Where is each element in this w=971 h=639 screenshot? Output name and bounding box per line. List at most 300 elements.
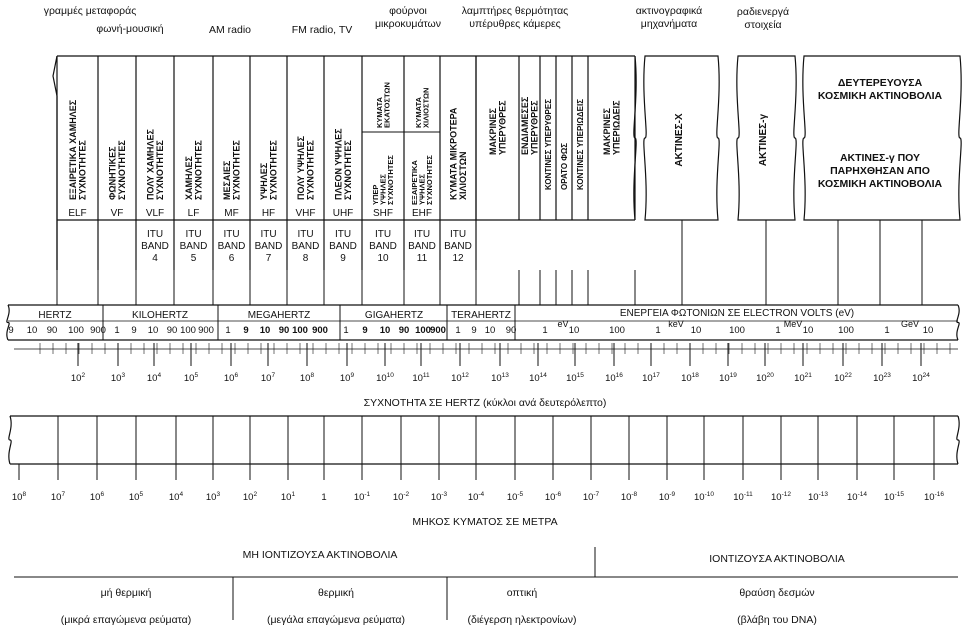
ev-scale-number: 10 — [802, 325, 814, 336]
power-base: 10 — [884, 492, 895, 503]
optical-band-label-line: ΜΑΚΡΙΝΕΣ — [487, 108, 498, 155]
power-exponent: 7 — [61, 491, 66, 498]
power-exponent: 24 — [922, 372, 930, 379]
power-exponent: 1 — [291, 491, 296, 498]
application-label: μηχανήματα — [640, 18, 698, 30]
power-base: 10 — [719, 373, 730, 384]
power-base: 10 — [412, 373, 423, 384]
power-exponent: 14 — [539, 372, 547, 379]
power-base: 10 — [242, 492, 254, 503]
frequency-power-label — [834, 372, 852, 384]
frequency-power-label — [340, 372, 355, 384]
frequency-power-label — [605, 372, 623, 384]
itu-band-label: ITU — [260, 229, 277, 240]
frequency-scale-number: 90 — [398, 325, 410, 336]
band-label-line: ΧΙΛΙΟΣΤΩΝ — [457, 151, 468, 200]
power-base: 10 — [733, 492, 744, 503]
power-exponent: 7 — [271, 372, 276, 379]
power-base: 10 — [223, 373, 235, 384]
power-exponent: -14 — [857, 491, 867, 498]
itu-band-label: BAND — [291, 241, 320, 252]
ev-scale-number: 10 — [568, 325, 580, 336]
application-label: μικροκυμάτων — [374, 18, 442, 30]
power-base: 10 — [50, 492, 62, 503]
power-base: 10 — [280, 492, 292, 503]
power-exponent: 12 — [461, 372, 469, 379]
power-exponent: 3 — [216, 491, 221, 498]
itu-band-label: ITU — [146, 229, 164, 240]
ionizing-label: ΙΟΝΤΙΖΟΥΣΑ ΑΚΤΙΝΟΒΟΛΙΑ — [709, 553, 845, 565]
frequency-unit-label: HERTZ — [38, 310, 72, 321]
power-exponent: -2 — [403, 491, 410, 498]
itu-band-label: ITU — [449, 229, 467, 240]
itu-band-label: ITU — [223, 229, 240, 240]
power-base: 10 — [658, 492, 670, 503]
power-exponent: 21 — [804, 372, 812, 379]
wavelength-power-label — [243, 491, 258, 503]
band-abbreviation: MF — [224, 208, 239, 219]
power-exponent: -8 — [631, 491, 638, 498]
power-exponent: 16 — [615, 372, 623, 379]
band-label — [259, 140, 279, 200]
power-exponent: 13 — [501, 372, 509, 379]
power-exponent: 10 — [386, 372, 394, 379]
ev-scale-number: 1 — [884, 325, 890, 336]
frequency-unit-label: KILOHERTZ — [132, 310, 188, 321]
power-base: 10 — [847, 492, 858, 503]
band-label-line: ΥΠΕΡ — [371, 184, 381, 205]
frequency-power-label — [224, 372, 239, 384]
frequency-scale-number: 90 — [505, 325, 517, 336]
itu-band-label: BAND — [217, 241, 246, 252]
itu-band-label: ITU — [334, 229, 352, 240]
power-base: 10 — [529, 373, 540, 384]
power-exponent: 19 — [729, 372, 737, 379]
power-exponent: 17 — [652, 372, 660, 379]
frequency-scale-number: 900 — [430, 325, 446, 336]
band-abbreviation: ELF — [68, 208, 87, 219]
frequency-scale-number: 90 — [46, 325, 58, 336]
frequency-unit-label: TERAHERTZ — [451, 310, 511, 321]
power-base: 10 — [128, 492, 140, 503]
wavelength-power-label — [507, 491, 524, 503]
itu-band-label: 8 — [302, 253, 309, 264]
power-exponent: 6 — [234, 372, 239, 379]
itu-band-label: 11 — [416, 253, 428, 264]
wavelength-power-label — [924, 491, 944, 503]
band-label-line: ΠΟΛΥ ΥΨΗΛΕΣ — [295, 136, 306, 200]
frequency-unit-label: GIGAHERTZ — [364, 310, 424, 321]
power-base: 10 — [605, 373, 616, 384]
ev-scale-number: 100 — [609, 325, 625, 336]
power-exponent: 20 — [766, 372, 774, 379]
power-exponent: 6 — [100, 491, 105, 498]
frequency-power-label — [529, 372, 547, 384]
band-label-top — [414, 88, 431, 128]
power-exponent: -10 — [704, 491, 714, 498]
frequency-power-label — [71, 372, 86, 384]
ev-scale-number: 1 — [775, 325, 781, 336]
power-exponent: 8 — [22, 491, 27, 498]
wavelength-power-label — [51, 491, 66, 503]
ev-unit-label: keV — [668, 319, 684, 329]
power-base: 10 — [168, 492, 180, 503]
frequency-scale-number: 100 — [180, 325, 196, 336]
wavelength-strip-left-edge — [9, 416, 11, 464]
band-label-line: ΜΕΣΑΙΕΣ — [221, 160, 232, 200]
frequency-scale-number: 10 — [147, 325, 159, 336]
band-abbreviation: SHF — [373, 208, 393, 219]
effect-name: θραύση δεσμών — [739, 587, 815, 599]
ev-scale-number: 100 — [729, 325, 745, 336]
frequency-scale-number: 1 — [455, 325, 461, 336]
power-exponent: 8 — [310, 372, 315, 379]
power-base: 10 — [183, 373, 195, 384]
frequency-power-label — [719, 372, 737, 384]
power-exponent: 2 — [253, 491, 258, 498]
power-exponent: -13 — [818, 491, 828, 498]
band-label-line: ΣΥΧΝΟΤΗΤΕΣ — [154, 140, 165, 200]
power-base: 10 — [834, 373, 845, 384]
power-base: 10 — [451, 373, 462, 384]
ev-scale-number: 10 — [690, 325, 702, 336]
frequency-power-label — [261, 372, 276, 384]
cosmic-label: ΚΟΣΜΙΚΗ ΑΚΤΙΝΟΒΟΛΙΑ — [817, 178, 943, 190]
band-label-line: ΧΑΜΗΛΕΣ — [183, 156, 194, 200]
band-abbreviation: VF — [110, 208, 124, 219]
band-label-line: ΣΥΧΝΟΤΗΤΕΣ — [386, 155, 396, 205]
frequency-scale-number: 100 — [415, 325, 431, 336]
frequency-unit-label: MEGAHERTZ — [247, 310, 311, 321]
optical-band-label-line: ΥΠΕΡΥΘΡΕΣ — [529, 100, 540, 155]
power-base: 10 — [694, 492, 705, 503]
wavelength-power-label — [694, 491, 714, 503]
itu-band-label: 9 — [340, 253, 346, 264]
frequency-power-label — [376, 372, 394, 384]
frequency-scale-number: 90 — [278, 325, 290, 336]
itu-band-label: BAND — [179, 241, 208, 252]
cosmic-label: ΚΟΣΜΙΚΗ ΑΚΤΙΝΟΒΟΛΙΑ — [817, 90, 943, 102]
ev-scale-number: 1 — [655, 325, 661, 336]
frequency-power-label — [412, 372, 430, 384]
power-exponent: 11 — [422, 372, 430, 379]
optical-band-label-line: ΚΟΝΤΙΝΕΣ ΥΠΕΡΙΩΔΕΙΣ — [575, 98, 585, 190]
power-exponent: 9 — [350, 372, 355, 379]
wavelength-power-label — [129, 491, 144, 503]
wavelength-axis-title: ΜΗΚΟΣ ΚΥΜΑΤΟΣ ΣΕ ΜΕΤΡΑ — [412, 516, 558, 528]
power-exponent: -1 — [364, 491, 371, 498]
band-label — [68, 99, 88, 200]
frequency-scale-number: 9 — [8, 325, 14, 336]
power-exponent: -5 — [517, 491, 524, 498]
wavelength-power-label — [733, 491, 753, 503]
optical-band-label-line: ΟΡΑΤΟ ΦΩΣ — [559, 142, 569, 190]
effect-name: μή θερμική — [100, 587, 152, 599]
band-label-line: ΣΥΧΝΟΤΗΤΕΣ — [342, 140, 353, 200]
power-exponent: 4 — [157, 372, 162, 379]
itu-band-label: BAND — [329, 241, 357, 252]
frequency-power-label — [147, 372, 162, 384]
optical-band-label-line: ΚΟΝΤΙΝΕΣ ΥΠΕΡΥΘΡΕΣ — [543, 98, 553, 190]
effect-detail: (μεγάλα επαγώμενα ρεύματα) — [267, 614, 405, 626]
power-base: 10 — [681, 373, 692, 384]
application-label: ραδιενεργά — [736, 6, 790, 18]
band-label-line: ΣΥΧΝΟΤΗΤΕΣ — [305, 140, 316, 200]
band-label-line: ΣΥΧΝΟΤΗΤΕΣ — [231, 140, 242, 200]
itu-band-label: ITU — [413, 229, 431, 240]
band-label-line: ΕΞΑΙΡΕΤΙΚΑ ΧΑΜΗΛΕΣ — [67, 99, 78, 200]
power-base: 10 — [467, 492, 479, 503]
frequency-scale-number: 9 — [131, 325, 137, 336]
band-label-line: ΦΩΝΗΤΙΚΕΣ — [107, 146, 118, 200]
optical-band-label — [520, 96, 540, 155]
cosmic-label: ΑΚΤΙΝΕΣ-γ ΠΟΥ — [839, 152, 921, 164]
band-abbreviation: VLF — [145, 208, 165, 219]
band-abbreviation: VHF — [295, 208, 316, 219]
power-exponent: -15 — [894, 491, 904, 498]
application-label: γραμμές μεταφοράς — [43, 5, 137, 17]
frequency-scale-number: 10 — [484, 325, 496, 336]
band-label — [107, 140, 127, 200]
optical-band-label — [576, 99, 585, 190]
band-label — [145, 129, 165, 200]
power-base: 10 — [11, 492, 23, 503]
wavelength-power-label — [393, 491, 410, 503]
wavelength-power-label — [281, 491, 296, 503]
frequency-scale-number: 9 — [243, 325, 249, 336]
wavelength-power-label — [12, 491, 27, 503]
wavelength-power-label — [468, 491, 485, 503]
power-base: 10 — [912, 373, 923, 384]
frequency-power-label — [756, 372, 774, 384]
power-base: 10 — [794, 373, 805, 384]
cosmic-label: ΔΕΥΤΕΡΕΥΟΥΣΑ — [837, 77, 923, 89]
band-label — [448, 107, 468, 200]
itu-band-label: 12 — [452, 253, 464, 264]
application-label: FM radio, TV — [291, 24, 353, 36]
power-exponent: -4 — [478, 491, 485, 498]
gamma-label: ΑΚΤΙΝΕΣ-γ — [758, 113, 769, 167]
power-base: 10 — [392, 492, 404, 503]
band-label — [296, 135, 316, 200]
band-label — [333, 128, 353, 200]
frequency-scale-number: 1 — [343, 325, 349, 336]
cosmic-label: ΠΑΡΗΧΘΗΣΑΝ ΑΠΟ — [830, 165, 930, 177]
frequency-scale-number: 900 — [90, 325, 106, 336]
frequency-scale-number: 10 — [259, 325, 271, 336]
optical-band-label-line: ΥΠΕΡΙΩΔΕΙΣ — [611, 100, 622, 155]
power-base: 10 — [642, 373, 653, 384]
power-exponent: 18 — [691, 372, 699, 379]
power-base: 10 — [353, 492, 365, 503]
frequency-power-label — [566, 372, 584, 384]
band-label-line: ΣΥΧΝΟΤΗΤΕΣ — [425, 155, 435, 205]
power-exponent: 5 — [139, 491, 144, 498]
frequency-power-label — [491, 372, 509, 384]
power-base: 10 — [146, 373, 158, 384]
wavelength-power-label — [354, 491, 371, 503]
band-label-line: ΣΥΧΝΟΤΗΤΕΣ — [268, 140, 279, 200]
application-label: φωνή-μουσική — [96, 23, 164, 35]
ev-scale-number: 100 — [838, 325, 854, 336]
power-base: 10 — [582, 492, 594, 503]
effect-name: οπτική — [506, 587, 538, 599]
itu-band-label: 6 — [228, 253, 235, 264]
application-label: AM radio — [208, 24, 252, 36]
power-base: 10 — [544, 492, 556, 503]
frequency-power-label — [912, 372, 930, 384]
ev-unit-label: GeV — [900, 319, 920, 329]
effect-detail: (βλάβη του DNA) — [737, 614, 817, 626]
power-base: 10 — [260, 373, 272, 384]
ev-unit-label: eV — [557, 319, 569, 329]
itu-band-label: 5 — [190, 253, 197, 264]
band-abbreviation: HF — [261, 208, 276, 219]
frequency-power-label — [184, 372, 199, 384]
frequency-scale-number: 9 — [362, 325, 368, 336]
power-exponent: 2 — [81, 372, 86, 379]
xray-label: ΑΚΤΙΝΕΣ-Χ — [674, 113, 685, 167]
non-ionizing-label: ΜΗ ΙΟΝΤΙΖΟΥΣΑ ΑΚΤΙΝΟΒΟΛΙΑ — [242, 549, 398, 561]
band-label-line: ΥΨΗΛΕΣ — [378, 174, 388, 205]
frequency-scale-number: 100 — [292, 325, 308, 336]
frequency-scale-number: 1 — [225, 325, 231, 336]
power-base: 10 — [376, 373, 387, 384]
application-label: στοιχεία — [744, 19, 782, 31]
band-label — [410, 155, 434, 205]
application-label: φούρνοι — [389, 5, 427, 17]
power-base: 10 — [620, 492, 632, 503]
band-label-line: ΥΨΗΛΕΣ — [417, 174, 427, 205]
band-label-line: ΠΛΕΟΝ ΥΨΗΛΕΣ — [333, 128, 344, 200]
frequency-power-label — [451, 372, 469, 384]
wavelength-power-label — [545, 491, 562, 503]
power-exponent: -3 — [441, 491, 448, 498]
frequency-scale-number: 1 — [114, 325, 120, 336]
power-exponent: 15 — [576, 372, 584, 379]
frequency-power-label — [681, 372, 699, 384]
power-base: 10 — [808, 492, 819, 503]
wavelength-power-label — [169, 491, 184, 503]
itu-band-label: 10 — [377, 253, 389, 264]
power-base: 10 — [924, 492, 935, 503]
effect-detail: (μικρά επαγώμενα ρεύματα) — [60, 614, 192, 626]
effect-detail: (διέγερση ηλεκτρονίων) — [467, 614, 577, 626]
ev-scale-number: 10 — [922, 325, 934, 336]
power-base: 10 — [506, 492, 518, 503]
band-label-line: ΚΥΜΑΤΑ ΜΙΚΡΟΤΕΡΑ — [448, 107, 459, 200]
band-label-top-line: ΚΥΜΑΤΑ — [413, 97, 423, 128]
band-label — [184, 140, 204, 200]
ev-scale-number: 1 — [542, 325, 548, 336]
optical-band-label — [602, 100, 622, 155]
frequency-power-label — [873, 372, 891, 384]
wavelength-power-label — [847, 491, 867, 503]
wavelength-power-label — [808, 491, 828, 503]
frequency-scale-number: 90 — [166, 325, 178, 336]
power-exponent: 5 — [194, 372, 199, 379]
power-exponent: 22 — [844, 372, 852, 379]
power-base: 10 — [299, 373, 311, 384]
wavelength-power-label — [206, 491, 221, 503]
optical-band-label — [544, 99, 553, 190]
power-exponent: -16 — [934, 491, 944, 498]
band-label-line: ΣΥΧΝΟΤΗΤΕΣ — [116, 140, 127, 200]
itu-band-label: BAND — [408, 241, 436, 252]
band-label-top-line: ΧΙΛΙΟΣΤΩΝ — [421, 87, 431, 128]
power-base: 10 — [491, 373, 502, 384]
frequency-power-label — [642, 372, 660, 384]
band-label-line: ΣΥΧΝΟΤΗΤΕΣ — [193, 140, 204, 200]
photon-energy-label: ΕΝΕΡΓΕΙΑ ΦΩΤΟΝΙΩΝ ΣΕ ELECTRON VOLTS (eV) — [619, 308, 855, 319]
wavelength-strip-right-edge — [957, 416, 959, 464]
band-label-line: ΥΨΗΛΕΣ — [258, 162, 269, 200]
itu-band-label: ITU — [185, 229, 202, 240]
power-base: 10 — [756, 373, 767, 384]
power-exponent: -6 — [555, 491, 562, 498]
itu-band-label: ITU — [374, 229, 392, 240]
band-label-line: ΕΞΑΙΡΕΤΙΚΑ — [410, 160, 420, 205]
frequency-scale-number: 9 — [471, 325, 477, 336]
itu-band-label: BAND — [254, 241, 283, 252]
band-abbreviation: UHF — [332, 208, 354, 219]
power-base: 10 — [430, 492, 442, 503]
frequency-scale-number: 900 — [312, 325, 328, 336]
frequency-power-label — [794, 372, 812, 384]
power-exponent: 23 — [883, 372, 891, 379]
optical-band-label — [560, 143, 569, 190]
power-base: 10 — [110, 373, 122, 384]
itu-band-label: ITU — [297, 229, 314, 240]
optical-band-label — [488, 100, 508, 155]
application-label: υπέρυθρες κάμερες — [469, 18, 561, 30]
application-label: ακτινογραφικά — [635, 5, 703, 17]
optical-band-label-line: ΥΠΕΡΥΘΡΕΣ — [497, 100, 508, 155]
power-exponent: -11 — [743, 491, 753, 498]
power-base: 10 — [70, 373, 82, 384]
band-abbreviation: EHF — [412, 208, 432, 219]
frequency-scale-number: 100 — [68, 325, 84, 336]
power-exponent: -9 — [669, 491, 676, 498]
power-base: 10 — [89, 492, 101, 503]
band-label — [371, 155, 395, 205]
frequency-scale-number: 10 — [26, 325, 38, 336]
power-exponent: -7 — [593, 491, 600, 498]
wavelength-power-label — [583, 491, 600, 503]
wavelength-power-label — [621, 491, 638, 503]
wavelength-power-label — [659, 491, 676, 503]
wavelength-power-label — [90, 491, 105, 503]
band-label — [222, 140, 242, 200]
wavelength-power-label — [884, 491, 904, 503]
power-exponent: -12 — [781, 491, 791, 498]
frequency-axis-title: ΣΥΧΝΟΤΗΤΑ ΣΕ HERTZ (κύκλοι ανά δευτερόλεπτο) — [363, 397, 607, 409]
application-label: λαμπτήρες θερμότητας — [461, 5, 569, 17]
itu-band-label: BAND — [369, 241, 397, 252]
itu-band-label: BAND — [444, 241, 472, 252]
itu-band-label: BAND — [141, 241, 169, 252]
power-base: 10 — [566, 373, 577, 384]
power-base: 10 — [205, 492, 217, 503]
band-label-top-line: ΕΚΑΤΟΣΤΩΝ — [382, 82, 392, 128]
power-exponent: 3 — [121, 372, 126, 379]
frequency-power-label — [111, 372, 126, 384]
ev-unit-label: MeV — [783, 319, 803, 329]
wavelength-power-label: 1 — [321, 492, 327, 503]
band-label-top-line: ΚΥΜΑΤΑ — [374, 97, 384, 128]
itu-band-label: 4 — [152, 253, 158, 264]
optical-band-label-line: ΜΑΚΡΙΝΕΣ — [601, 108, 612, 155]
